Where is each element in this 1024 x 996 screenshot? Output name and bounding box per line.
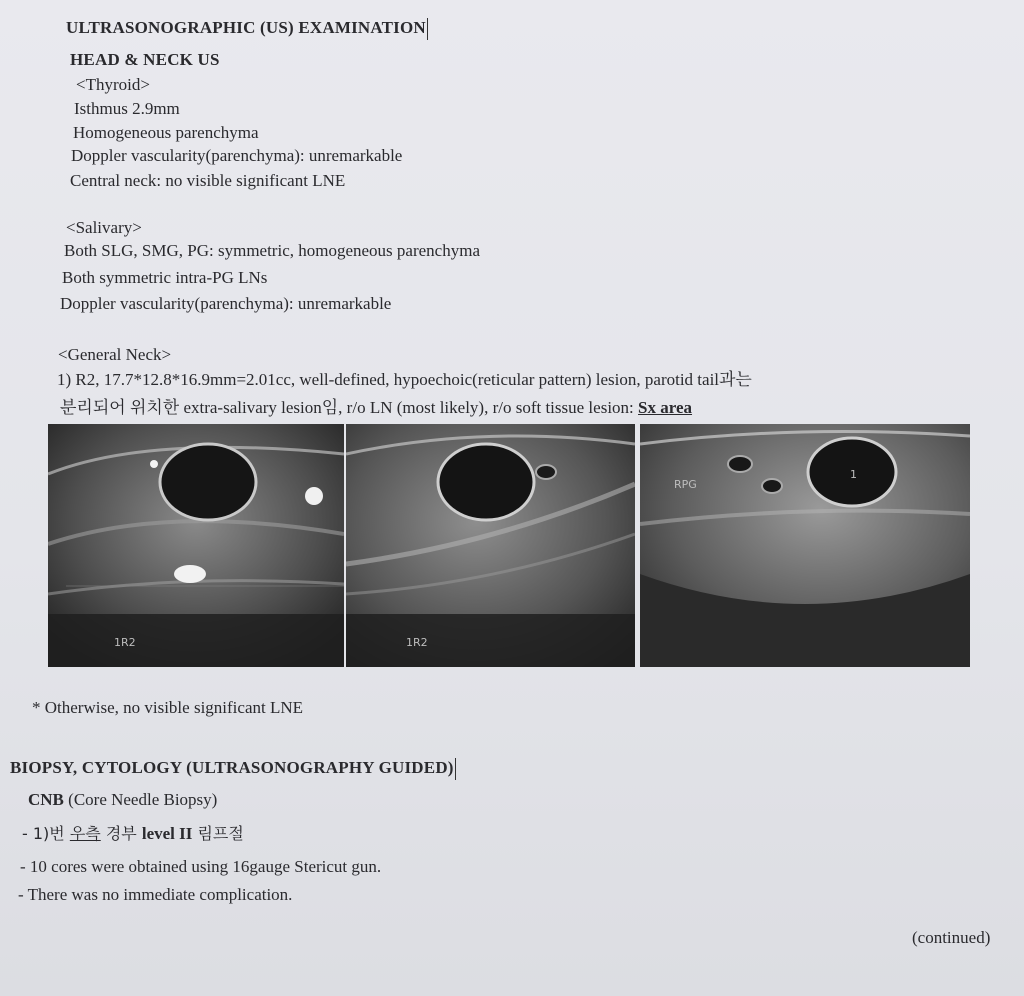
ultrasound-image-3 <box>640 424 970 667</box>
general-neck-finding-line2 <box>60 398 692 418</box>
method-full: (Core Needle Biopsy) <box>63 790 218 809</box>
general-neck-heading: <General Neck> <box>58 345 172 364</box>
thyroid-line: Homogeneous parenchyma <box>73 123 259 142</box>
method-abbr: CNB <box>28 790 64 809</box>
ultrasound-image-1 <box>48 424 344 667</box>
salivary-heading: <Salivary> <box>66 218 142 237</box>
salivary-line: Both SLG, SMG, PG: symmetric, homogeneous parenchyma <box>64 241 480 260</box>
us-section-title <box>66 18 428 40</box>
image-label: 1R2 <box>114 636 136 649</box>
thyroid-line: Central neck: no visible significant LNE <box>70 171 346 190</box>
biopsy-method <box>28 790 217 810</box>
item1-underlined: 우측 <box>69 824 101 843</box>
salivary-line: Both symmetric intra-PG LNs <box>62 268 268 287</box>
finding-text: 분리되어 위치한 extra-salivary lesion임, r/o LN (most likely), r/o soft tissue lesion: <box>60 398 639 417</box>
biopsy-item-2: - 10 cores were obtained using 16gauge Stericut gun. <box>20 857 382 876</box>
thyroid-heading: <Thyroid> <box>76 75 150 94</box>
biopsy-title-text: BIOPSY, CYTOLOGY (ULTRASONOGRAPHY GUIDED) <box>10 758 454 777</box>
ultrasound-scan-graphic <box>640 424 970 667</box>
salivary-line: Doppler vascularity(parenchyma): unremarkable <box>60 294 392 313</box>
footnote: * Otherwise, no visible significant LNE <box>32 698 304 717</box>
lesion-marker: 1 <box>850 468 857 481</box>
text-cursor <box>427 18 428 40</box>
general-neck-finding-line1: 1) R2, 17.7*12.8*16.9mm=2.01cc, well-defined, hypoechoic(reticular pattern) lesion, parotid tail과는 <box>57 370 752 389</box>
biopsy-item-1 <box>22 824 244 844</box>
ultrasound-image-2 <box>346 424 635 667</box>
thyroid-line: Doppler vascularity(parenchyma): unremarkable <box>71 146 403 165</box>
ultrasound-scan-graphic <box>48 424 344 667</box>
text-cursor <box>455 758 456 780</box>
item1-bold: level II <box>141 824 193 843</box>
biopsy-section-title <box>10 758 456 780</box>
continued-label: (continued) <box>912 928 991 947</box>
item1-prefix: - 1)번 <box>22 824 70 843</box>
image-label: RPG <box>674 478 697 491</box>
item1-suffix: 림프절 <box>192 824 244 843</box>
image-label: 1R2 <box>406 636 428 649</box>
ultrasound-scan-graphic <box>346 424 635 667</box>
us-title-text: ULTRASONOGRAPHIC (US) EXAMINATION <box>66 18 426 37</box>
head-neck-subtitle: HEAD & NECK US <box>70 50 220 69</box>
thyroid-line: Isthmus 2.9mm <box>74 99 180 118</box>
biopsy-item-3: - There was no immediate complication. <box>18 885 293 904</box>
sx-area-emphasis: Sx area <box>638 398 693 417</box>
item1-mid: 경부 <box>100 824 142 843</box>
